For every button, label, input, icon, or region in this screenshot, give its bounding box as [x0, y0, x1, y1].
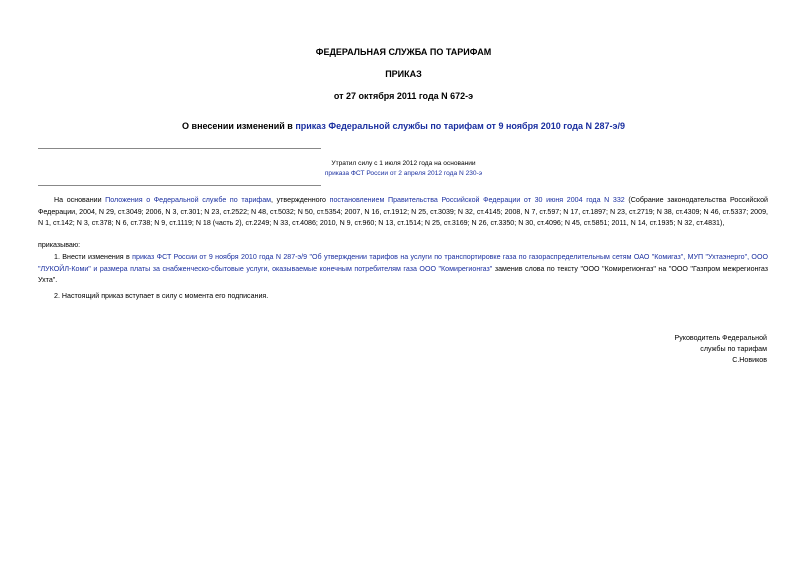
- divider-top: [38, 148, 321, 149]
- document-date: от 27 октября 2011 года N 672-э: [333, 91, 474, 101]
- document-type: ПРИКАЗ: [385, 69, 422, 79]
- item-1-rest: заменив слова по тексту "ООО "Комирегионгаз" на "ООО "Газпром межрегионгаз Ухта".: [38, 264, 768, 285]
- item-1-link[interactable]: приказ ФСТ России от 9 ноября 2010 года N 287-э/9: [132, 253, 308, 261]
- item-2-paragraph: 2. Настоящий приказ вступает в силу с момента его подписания.: [54, 292, 269, 300]
- item-1-prefix: 1. Внести изменения в: [54, 253, 133, 261]
- signature-position-line1: Руководитель Федеральной: [674, 334, 767, 342]
- basis-link-regulation[interactable]: Положения о Федеральной службе по тарифам: [105, 196, 272, 204]
- signature-position-line2: службы по тарифам: [700, 345, 767, 353]
- signature-name: С.Новиков: [732, 356, 767, 364]
- basis-link-decree[interactable]: постановлением Правительства Российской Федерации от 30 июня 2004 года N 332: [329, 196, 625, 204]
- status-line: Утратил силу с 1 июля 2012 года на основании: [331, 160, 476, 167]
- title-link[interactable]: приказ Федеральной службы по тарифам от 9 ноября 2010 года N 287-э/9: [295, 121, 625, 131]
- item-1-paragraph: [38, 252, 768, 287]
- basis-rest: (Собрание законодательства Российской Федерации, 2004, N 29, ст.3049; 2006, N 3, ст.301; N 23, ст.2522; N 48, ст.5032; N 50, ст.5354; 2007, N 16, ст.1912; N 25, ст.3039; N 32, ст.4145; 2008, N 7, ст.597; N 17, ст.1897; N 23, ст.2719; N 38, ст.4309; N 46, ст.5337; 2009, N 1, ст.142; N 3, ст.378; N 6, ст.738; N 9, ст.1119; N 18 (часть 2), ст.2249; N 33, ст.4086; 2010, N 9, ст.960; N 13, ст.1514; N 25, ст.3169; N 26, ст.3350; N 30, ст.4096; N 45, ст.5851; 2011, N 14, ст.1935; N 32, ст.4831),: [38, 196, 768, 228]
- basis-paragraph: [38, 195, 768, 230]
- basis-mid: , утвержденного: [271, 196, 330, 204]
- basis-prefix: На основании: [54, 196, 106, 204]
- document-title: [0, 121, 807, 131]
- title-prefix: О внесении изменений в: [182, 121, 296, 131]
- agency-name: ФЕДЕРАЛЬНАЯ СЛУЖБА ПО ТАРИФАМ: [315, 47, 492, 57]
- order-word: приказываю:: [38, 241, 81, 249]
- signature-block: [675, 333, 768, 366]
- item-1-title: "Об утверждении тарифов на услуги по транспортировке газа по газораспределительным сетям ОАО "Комигаз", МУП "Ухтаэнерго", ООО "ЛУКОЙЛ-Коми" и размера платы за снабженческо-сбытовые услуги, оказываемые конечным потребителям газа ООО "Комирегионгаз": [38, 253, 768, 273]
- status-link[interactable]: приказа ФСТ России от 2 апреля 2012 года N 230-э: [324, 170, 483, 177]
- divider-bottom: [38, 185, 321, 186]
